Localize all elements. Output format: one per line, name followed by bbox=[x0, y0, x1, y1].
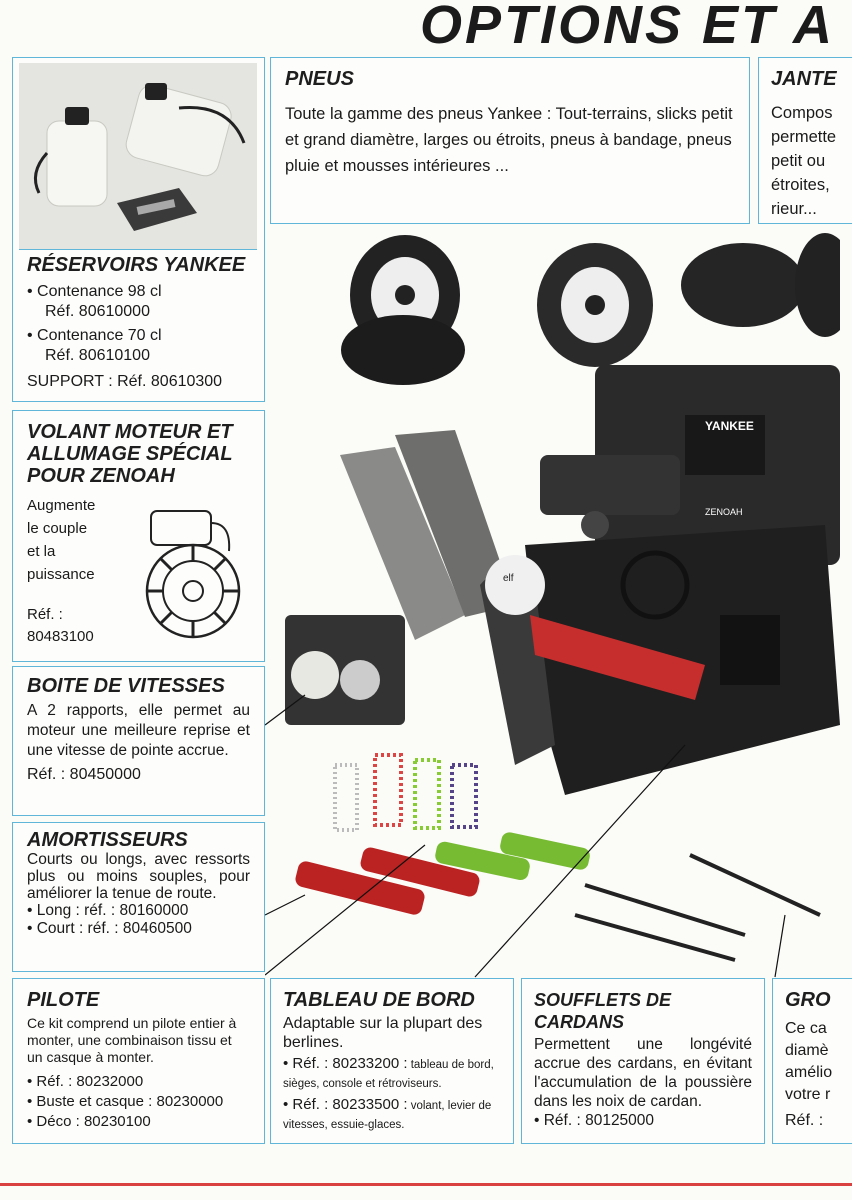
gro-line: votre r bbox=[785, 1086, 831, 1103]
gro-ref: Réf. : bbox=[785, 1112, 824, 1129]
reservoirs-item1-ref: Réf. 80610000 bbox=[45, 303, 150, 320]
wipers-image bbox=[575, 855, 820, 960]
reservoirs-item2-ref: Réf. 80610100 bbox=[45, 347, 150, 364]
boite-box bbox=[12, 666, 265, 816]
volant-ref-label: Réf. : bbox=[27, 606, 63, 623]
reservoirs-heading: RÉSERVOIRS YANKEE bbox=[27, 254, 246, 276]
pneus-text: Toute la gamme des pneus Yankee : Tout-terrains, slicks petit et grand diamètre, larges ou étroits, pneus à bandage, pneus pluie et mousses intérieures ... bbox=[285, 105, 733, 175]
volant-heading-line: VOLANT MOTEUR ET bbox=[27, 421, 233, 443]
page-title: OPTIONS ET A bbox=[420, 0, 836, 55]
pilote-box bbox=[12, 978, 265, 1144]
soufflets-heading: SOUFFLETS DE CARDANS bbox=[534, 990, 672, 1032]
jantes-heading: JANTE bbox=[771, 68, 837, 90]
pneus-heading: PNEUS bbox=[285, 68, 354, 90]
pilote-text: Ce kit comprend un pilote entier à monter, une combinaison tissu et un casque à monter. bbox=[27, 1015, 237, 1065]
gro-heading: GRO bbox=[785, 989, 831, 1011]
pilote-ref: • Réf. : 80232000 bbox=[27, 1073, 144, 1090]
jantes-line: permette bbox=[771, 128, 837, 146]
reservoirs-box bbox=[12, 57, 265, 402]
volant-heading-line: POUR ZENOAH bbox=[27, 465, 175, 487]
reservoirs-item1-line1: • Contenance 98 cl bbox=[27, 283, 162, 300]
volant-box bbox=[12, 410, 265, 662]
jantes-line: petit ou bbox=[771, 152, 826, 170]
jantes-line: rieur... bbox=[771, 200, 817, 218]
reservoirs-photo bbox=[19, 63, 257, 250]
reservoirs-support: SUPPORT : Réf. 80610300 bbox=[27, 373, 223, 390]
volant-text-line: Augmente bbox=[27, 497, 96, 514]
gro-line: diamè bbox=[785, 1042, 829, 1059]
tableau-ref2: • Réf. : 80233500 : bbox=[283, 1096, 408, 1113]
gearbox-image bbox=[285, 615, 405, 725]
soufflets-ref: • Réf. : 80125000 bbox=[534, 1112, 655, 1129]
boite-heading: BOITE DE VITESSES bbox=[27, 675, 225, 697]
dashboard-pilot-image bbox=[480, 525, 840, 795]
pneus-box bbox=[270, 57, 750, 224]
products-illustration bbox=[265, 225, 840, 985]
springs-image bbox=[335, 755, 476, 830]
boite-ref: Réf. : 80450000 bbox=[27, 766, 141, 783]
tableau-desc2: volant, levier de vitesses, essuie-glaces. bbox=[283, 1100, 492, 1131]
tableau-box bbox=[270, 978, 514, 1144]
gro-line: Ce ca bbox=[785, 1020, 827, 1037]
amortisseurs-box bbox=[12, 822, 265, 972]
engine-brand-label: YANKEE bbox=[705, 419, 754, 433]
fuel-tank-image bbox=[19, 63, 257, 249]
pilote-heading: PILOTE bbox=[27, 989, 100, 1011]
tableau-desc1: tableau de bord, sièges, console et rétroviseurs. bbox=[283, 1059, 494, 1090]
shocks-image bbox=[294, 831, 592, 916]
pilote-buste: • Buste et casque : 80230000 bbox=[27, 1093, 224, 1110]
volant-text-line: puissance bbox=[27, 566, 95, 583]
jantes-box bbox=[758, 57, 852, 224]
helmet-label: elf bbox=[503, 573, 514, 584]
gro-line: amélio bbox=[785, 1064, 833, 1081]
gro-box bbox=[772, 978, 852, 1144]
engine-sub-label: ZENOAH bbox=[705, 507, 743, 517]
jantes-line: Compos bbox=[771, 104, 833, 122]
pilote-deco: • Déco : 80230100 bbox=[27, 1113, 151, 1130]
amortisseurs-heading: AMORTISSEURS bbox=[27, 829, 188, 851]
bottom-rule bbox=[0, 1183, 852, 1186]
tableau-heading: TABLEAU DE BORD bbox=[283, 989, 475, 1011]
tableau-ref1: • Réf. : 80233200 : bbox=[283, 1055, 408, 1072]
volant-text-line: et la bbox=[27, 543, 56, 560]
tableau-text: Adaptable sur la plupart des berlines. bbox=[283, 1015, 483, 1051]
flywheel-icon bbox=[131, 503, 261, 643]
volant-heading-line: ALLUMAGE SPÉCIAL bbox=[27, 443, 233, 465]
volant-text-line: le couple bbox=[27, 520, 88, 537]
reservoirs-item2-line1: • Contenance 70 cl bbox=[27, 327, 162, 344]
amortisseurs-court: • Court : réf. : 80460500 bbox=[27, 920, 192, 937]
boite-text: A 2 rapports, elle permet au moteur une meilleure reprise et une vitesse de pointe accrue. bbox=[27, 702, 250, 759]
tires-image bbox=[341, 233, 840, 385]
volant-ref: 80483100 bbox=[27, 628, 94, 645]
amortisseurs-text: Courts ou longs, avec ressorts plus ou moins souples, pour améliorer la tenue de route. bbox=[27, 851, 250, 902]
soufflets-text: Permettent une longévité accrue des cardans, en évitant l'accumulation de la poussière dans les noix de cardan. bbox=[534, 1036, 752, 1110]
jantes-line: étroites, bbox=[771, 176, 830, 194]
soufflets-box bbox=[521, 978, 765, 1144]
amortisseurs-long: • Long : réf. : 80160000 bbox=[27, 902, 189, 919]
